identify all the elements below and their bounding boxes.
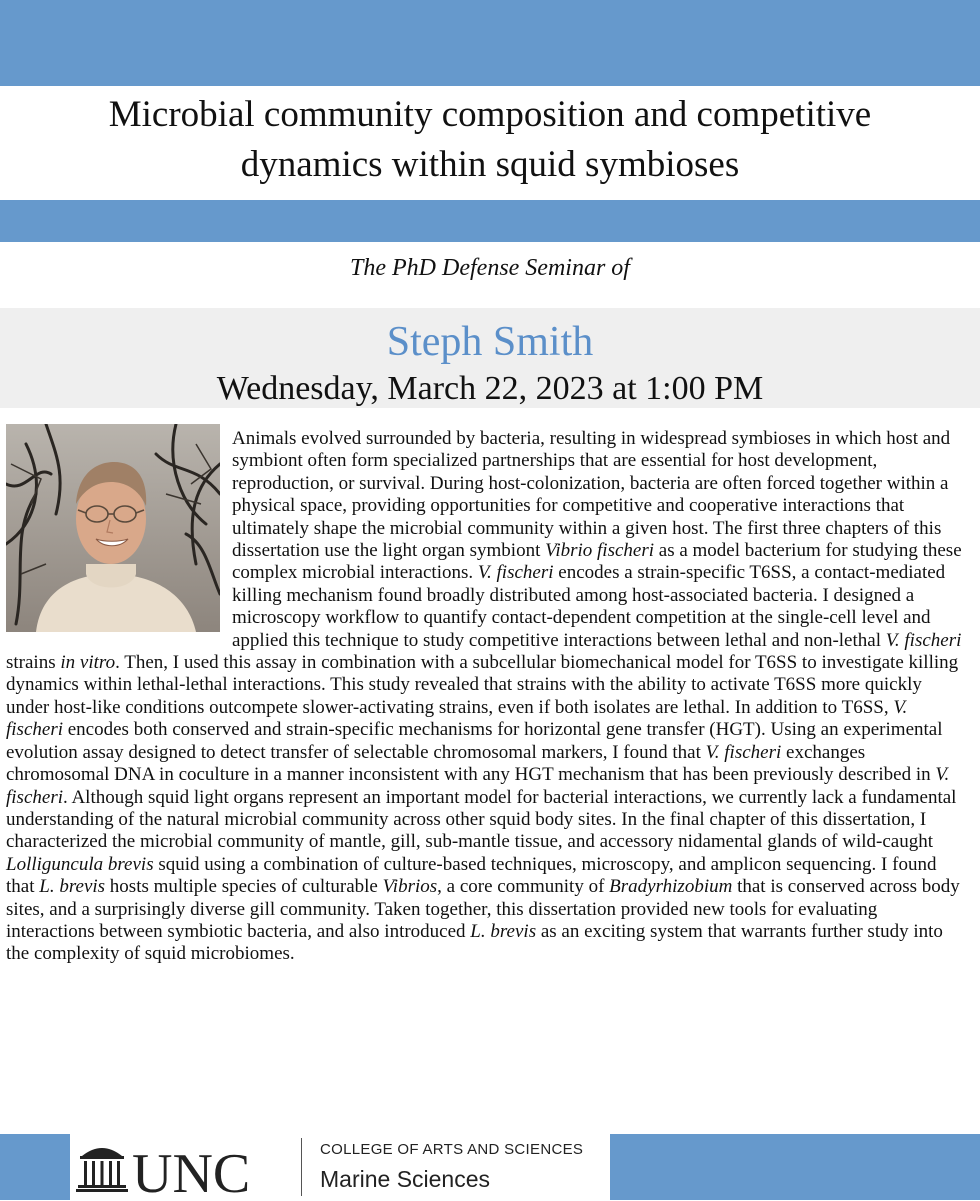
abstract-text [6,428,968,966]
department-name: Marine Sciences [320,1166,491,1192]
seminar-datetime: Wednesday, March 22, 2023 at 1:00 PM [216,370,764,407]
abstract-italic: V. fischeri [6,696,908,741]
abstract-italic: in vitro [60,652,116,674]
abstract-segment: strains [6,652,61,674]
abstract-segment: as a model bacterium for studying these complex microbial interactions. [232,540,962,584]
title-line-2: dynamics within squid symbioses [240,144,740,185]
abstract-segment: squid using a combination of culture-based techniques, microscopy, and amplicon sequencing. I found that [6,853,937,898]
abstract-italic: V. fischeri [6,764,950,808]
abstract-italic: Lolliguncula brevis [6,853,154,875]
middle-color-band [0,200,980,242]
title-line-1: Microbial community composition and competitive [108,94,872,135]
abstract-segment: . Then, I used this assay in combination with a subcellular biomechanical model for T6SS to investigate killing dynamics within lethal-lethal interactions. This study revealed that strains with the ability to activate T6SS more quickly under host-like conditions outcompete slower-activating strains, even if both isolates are lethal. In addition to T6SS, [6,652,959,718]
seminar-subtitle: The PhD Defense Seminar of [350,255,630,281]
abstract-segment: encodes a strain-specific T6SS, a contact-mediated killing mechanism found broadly distributed among host-associated bacteria. I designed a microscopy workflow to quantify contact-dependent competition at the single-cell level and applied this technique to study competitive interactions between lethal and non-lethal [232,562,946,651]
abstract-segment: as an exciting system that warrants further study into the complexity of squid microbiomes. [6,920,943,965]
unc-wordmark: UNC [132,1143,251,1196]
abstract-italic: Vibrio fischeri [545,540,655,562]
top-color-band [0,0,980,86]
abstract-italic: V. fischeri [477,562,554,584]
abstract-italic: Vibrios [382,876,438,898]
abstract-italic: V. fischeri [885,629,962,651]
old-well-icon [74,1138,289,1196]
abstract-segment: . Although squid light organs represent an important model for bacterial interactions, we currently lack a fundamental understanding of the natural microbial community across other squid body sites. In the final chapter of this dissertation, I characterized the microbial community of mantle, gill, sub-mantle tissue, and accessory nidamental glands of wild-caught [6,786,957,853]
abstract-segment: , a core community of [437,876,610,898]
abstract-italic: V. fischeri [705,741,782,763]
speaker-name: Steph Smith [386,319,594,365]
college-name: COLLEGE OF ARTS AND SCIENCES [320,1141,584,1158]
photo-wrap-spacer [6,428,232,651]
abstract-segment: encodes both conserved and strain-specific mechanisms for horizontal gene transfer (HGT). Using an experimental evolution assay designed to detect transfer of selectable chromosomal markers, I found that [6,719,943,763]
logo-divider [301,1138,302,1196]
abstract-italic: L. brevis [470,920,537,942]
abstract-italic: L. brevis [39,876,106,898]
abstract-italic: Bradyrhizobium [609,876,733,898]
abstract-segment: Animals evolved surrounded by bacteria, resulting in widespread symbioses in which host and symbiont often form specialized partnerships that are essential for host development, reproduction, or survival. During host-colonization, bacteria are often forced together within a physical space, providing opportunities for competitive and cooperative interactions that ultimately shape the microbial community within a given host. The first three chapters of this dissertation use the light organ symbiont [232,428,951,562]
abstract-segment: exchanges chromosomal DNA in coculture in a manner inconsistent with any HGT mechanism that has been previously described in [6,741,936,786]
seminar-title [0,90,980,190]
abstract-segment: that is conserved across body sites, and a surprisingly diverse gill community. Taken together, this dissertation provided new tools for evaluating interactions between symbiotic bacteria, and also introduced [6,876,960,942]
abstract-segment: hosts multiple species of culturable [105,876,383,898]
unc-logo [74,1138,289,1196]
